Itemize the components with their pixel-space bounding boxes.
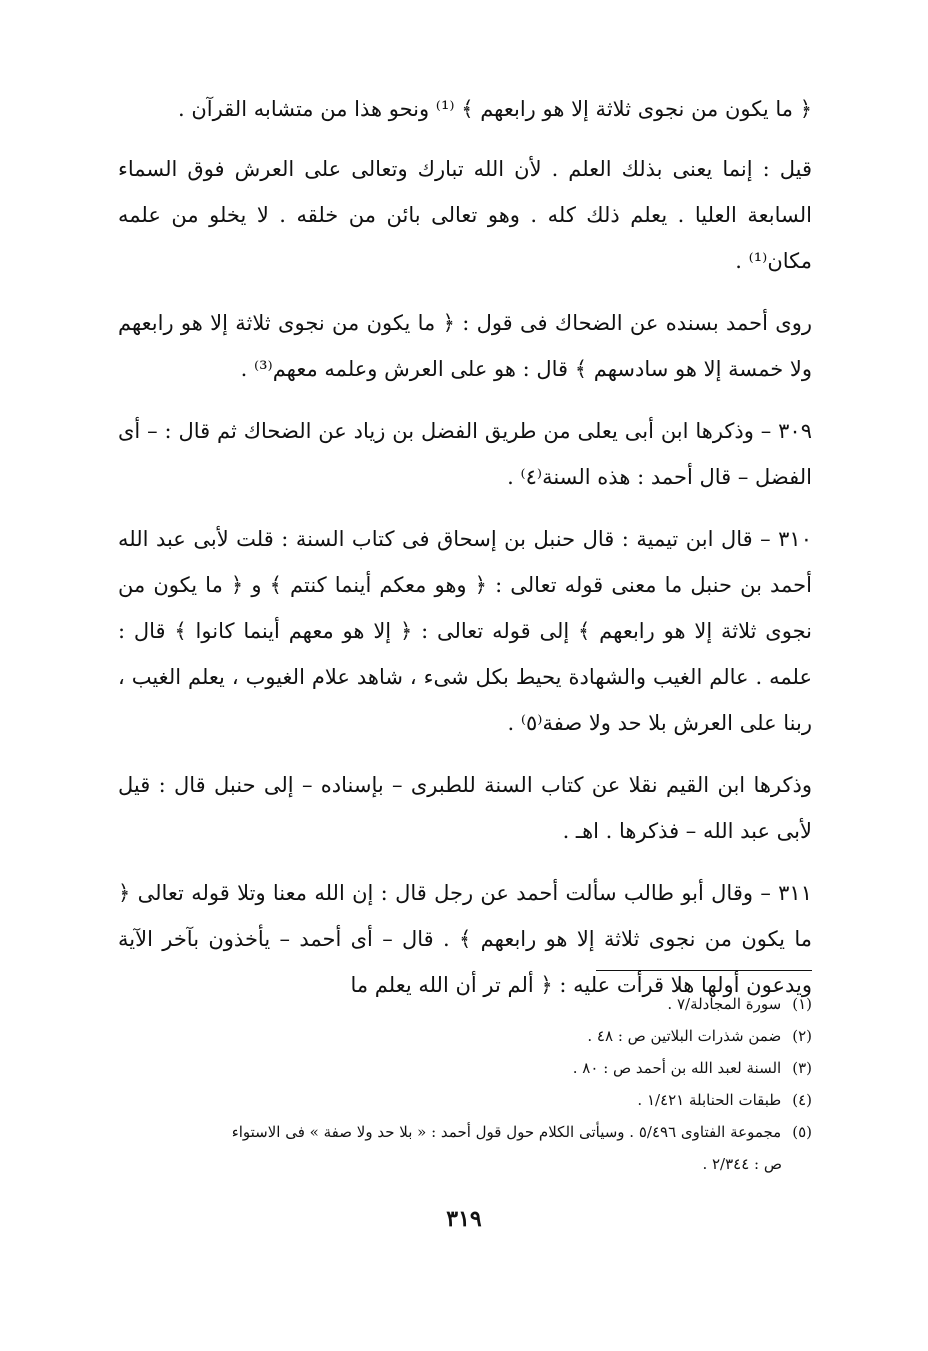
- footnote-item: [118, 1084, 812, 1116]
- footnote-text: السنة لعبد الله بن أحمد ص : ٨٠ .: [572, 1059, 782, 1077]
- paragraph: وذكرها ابن القيم نقلا عن كتاب السنة للطبرى – بإسناده – إلى حنبل قال : قيل لأبى عبد الله – فذكرها . اهـ .: [118, 773, 812, 843]
- paragraph-311: ٣١١ – وقال أبو طالب سألت أحمد عن رجل قال : إن الله معنا وتلا قوله تعالى ﴿ ما يكون من نجوى ثلاثة إلا هو رابعهم ﴾ . قال – أى أحمد – يأخذون بآخر الآية ويدعون أولها هلا قرأت عليه : ﴿ ألم تر أن الله يعلم ما: [118, 881, 812, 997]
- footnote-text: طبقات الحنابلة ١/٤٢١ .: [637, 1091, 782, 1109]
- footnote-item: [118, 1020, 812, 1052]
- paragraph-309: ٣٠٩ – وذكرها ابن أبى يعلى من طريق الفضل بن زياد عن الضحاك ثم قال : – أى الفضل – قال أحمد : هذه السنة⁽٤⁾ .: [118, 419, 812, 489]
- footnote-item: [118, 1116, 812, 1148]
- footnote-number: (٢): [792, 1027, 812, 1045]
- footnote-item: [118, 988, 812, 1020]
- paragraph: قيل : إنما يعنى بذلك العلم . لأن الله تبارك وتعالى على العرش فوق السماء السابعة العليا . يعلم ذلك كله . وهو تعالى بائن من خلقه . لا يخلو من علمه مكان⁽¹⁾ .: [118, 157, 812, 273]
- footnote-number: (٤): [792, 1091, 812, 1109]
- footnote-continuation: ص : ٢/٣٤٤ .: [702, 1155, 782, 1173]
- footnote-text: ضمن شذرات البلاتين ص : ٤٨ .: [587, 1027, 782, 1045]
- paragraph-310: ٣١٠ – قال ابن تيمية : قال حنبل بن إسحاق فى كتاب السنة : قلت لأبى عبد الله أحمد بن حنبل ما معنى قوله تعالى : ﴿ وهو معكم أينما كنتم ﴾ و ﴿ ما يكون من نجوى ثلاثة إلا هو رابعهم ﴾ إلى قوله تعالى : ﴿ إلا هو معهم أينما كانوا ﴾ قال : علمه . عالم الغيب والشهادة يحيط بكل شىء ، شاهد علام الغيوب ، يعلم الغيب ، ربنا على العرش بلا حد ولا صفة⁽٥⁾ .: [118, 527, 812, 735]
- footnote-text: مجموعة الفتاوى ٥/٤٩٦ . وسيأتى الكلام حول قول أحمد : « بلا حد ولا صفة » فى الاستواء: [231, 1123, 782, 1141]
- page-number: ٣١٩: [446, 1206, 482, 1232]
- footnote-text: سورة المجادلة/٧ .: [667, 995, 782, 1013]
- paragraph: روى أحمد بسنده عن الضحاك فى قول : ﴿ ما يكون من نجوى ثلاثة إلا هو رابعهم ولا خمسة إلا هو سادسهم ﴾ قال : هو على العرش وعلمه معهم⁽³⁾ .: [118, 311, 812, 381]
- footnotes: [118, 988, 812, 1180]
- main-text: [118, 86, 812, 1024]
- footnote-item: [118, 1052, 812, 1084]
- footnote-divider: [596, 970, 812, 971]
- footnote-number: (٣): [792, 1059, 812, 1077]
- paragraph: ﴿ ما يكون من نجوى ثلاثة إلا هو رابعهم ﴾ ⁽¹⁾ ونحو هذا من متشابه القرآن .: [177, 97, 812, 121]
- footnote-number: (٥): [792, 1123, 812, 1141]
- footnote-number: (١): [792, 995, 812, 1013]
